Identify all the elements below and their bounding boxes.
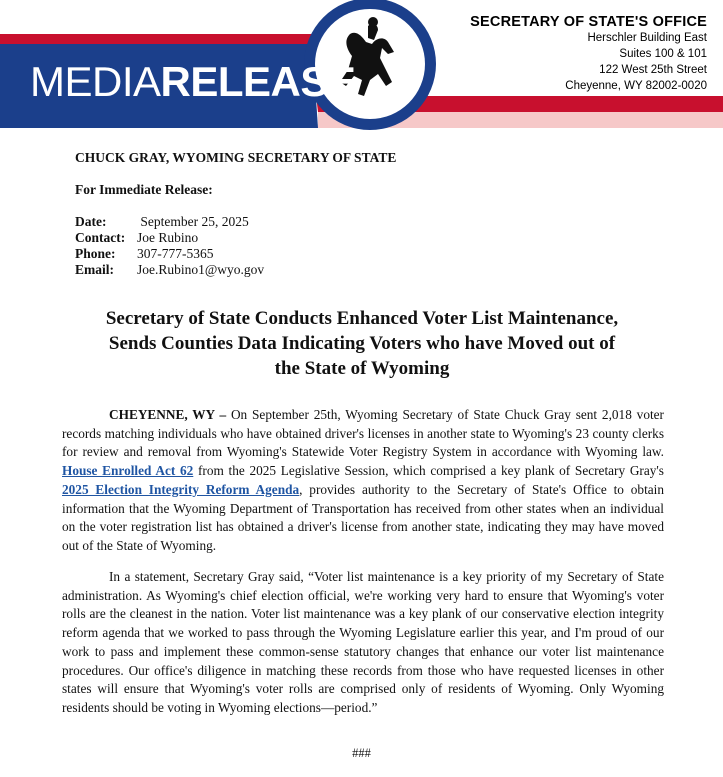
contact-label: Contact: (75, 230, 126, 245)
phone-value: 307-777-5365 (137, 246, 214, 261)
dateline: CHEYENNE, WY – (109, 407, 227, 422)
immediate-release-label: For Immediate Release: (75, 182, 213, 197)
paragraph-2: In a statement, Secretary Gray said, “Voter list maintenance is a key priority of my Secretary of State administration. As Wyoming's chief election official, we're working very hard to ensure that Wyoming's voter rolls are the cleanest in the nation. Voter list maintenance was a key plank of our conservative election integrity reform agenda that we worked to pass through the Wyoming Legislature earlier this year, and I'm proud of our work to pass and implement these common-sense statutory changes that enhance our voter list maintenance procedures. Our office's diligence in matching these records from those who have requested licenses in other states will ensure that Wyoming's voter rolls are comprised only of residents of Wyoming. Only Wyoming residents should be voting in Wyoming elections—period.” (62, 569, 664, 715)
email-label: Email: (75, 262, 114, 277)
phone-label: Phone: (75, 246, 116, 261)
headline (62, 306, 662, 381)
date-value: September 25, 2025 (140, 214, 249, 229)
paragraph-text: On September 25th, Wyoming Secretary of State Chuck Gray sent 2,018 voter records matching individuals who have obtained driver's licenses in another state to Wyoming's 23 county clerks for review and removal from Wyoming's Statewide Voter Registry System in accordance with Wyoming law. (62, 407, 664, 460)
headline-line: Secretary of State Conducts Enhanced Voter List Maintenance, (105, 308, 619, 329)
paragraph-text: from the 2025 Legislative Session, which comprised a key plank of Secretary Gray's (193, 463, 664, 479)
house-enrolled-act-link[interactable]: House Enrolled Act 62 (62, 463, 194, 479)
release-meta (75, 150, 665, 278)
contact-value: Joe Rubino (137, 230, 199, 245)
election-integrity-agenda-link[interactable]: 2025 Election Integrity Reform Agenda (62, 481, 300, 497)
paragraph-text: , provides authority to the Secretary of State's Office to obtain information that the Wyoming Department of Transportation has received from other states when an individual on the voter registration list has obtained a driver's license from another state, indicating they may have moved out of the State of Wyoming. (62, 481, 665, 553)
media-release-title (30, 58, 355, 106)
paragraph-1 (62, 406, 664, 556)
media-word: MEDIA (30, 58, 161, 105)
office-title: SECRETARY OF STATE'S OFFICE (470, 14, 707, 30)
contact-block (75, 214, 665, 278)
address-line: Suites 100 & 101 (619, 48, 707, 60)
email-value: Joe.Rubino1@wyo.gov (137, 262, 265, 277)
end-mark: ### (352, 746, 371, 760)
address-line: Cheyenne, WY 82002-0020 (565, 80, 707, 92)
address-line: 122 West 25th Street (599, 64, 707, 76)
office-address-block (470, 14, 707, 94)
date-label: Date: (75, 214, 107, 229)
issuer-line: CHUCK GRAY, WYOMING SECRETARY OF STATE (75, 150, 397, 165)
address-line: Herschler Building East (587, 32, 707, 44)
headline-line: Sends Counties Data Indicating Voters who have Moved out of (108, 333, 616, 354)
headline-line: the State of Wyoming (274, 358, 450, 379)
release-word: RELEASE (160, 58, 356, 105)
